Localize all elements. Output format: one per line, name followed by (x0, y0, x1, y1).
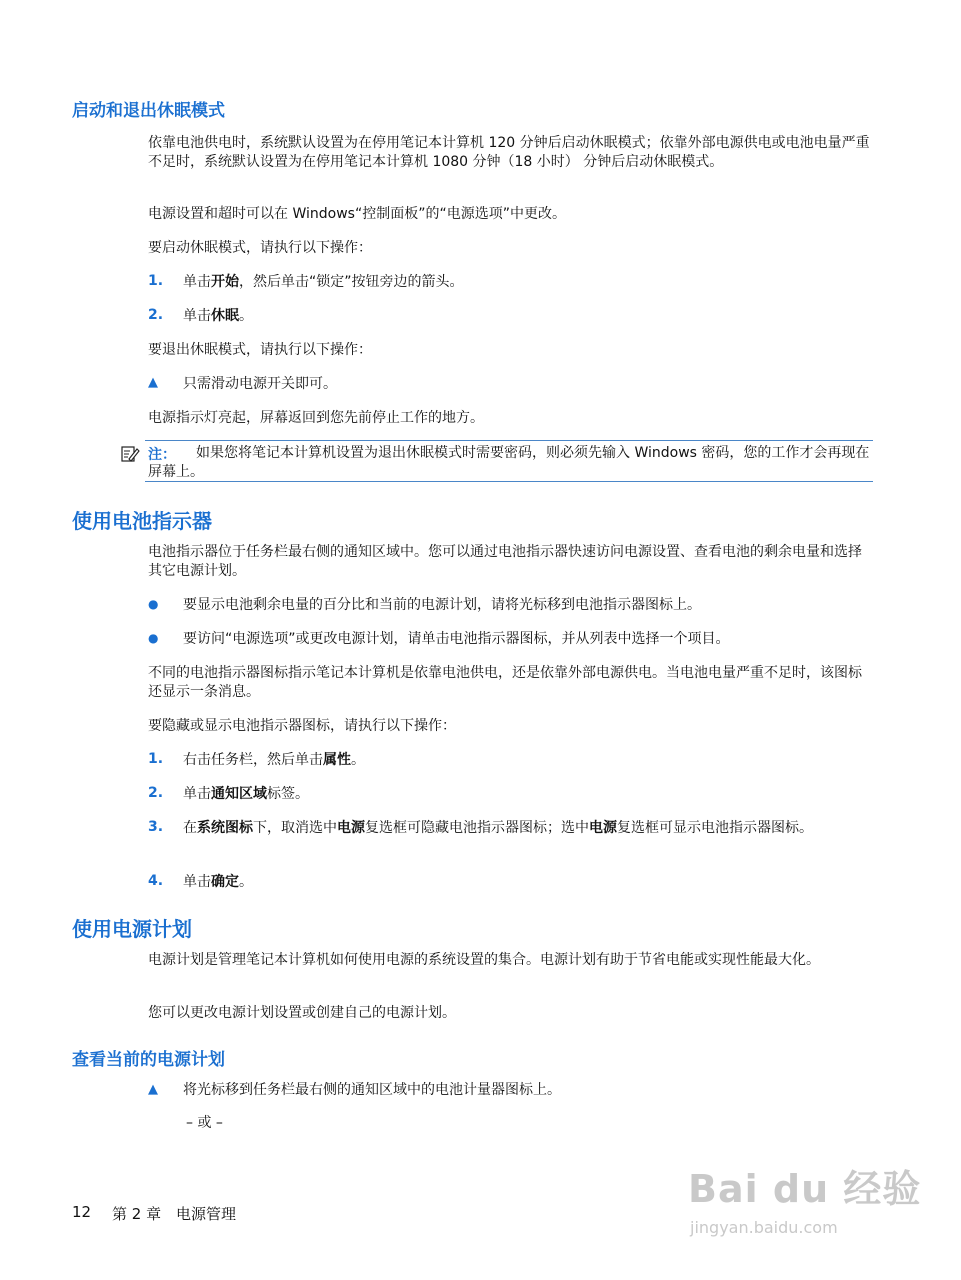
triangle-bullet-icon: ▲ (148, 375, 158, 390)
footer-chapter-title: 电源管理 (176, 1205, 237, 1223)
step-text: 单击休眠。 (183, 308, 253, 324)
baidu-watermark-url: jingyan.baidu.com (690, 1218, 838, 1237)
step-text: 单击开始，然后单击“锁定”按钮旁边的箭头。 (183, 274, 464, 290)
triangle-bullet-icon: ▲ (148, 1082, 158, 1097)
step-text: 右击任务栏，然后单击属性。 (183, 752, 365, 768)
paragraph: 不同的电池指示器图标指示笔记本计算机是依靠电池供电，还是依靠外部电源供电。当电池电量严重不足时，该图标还显示一条消息。 (148, 665, 862, 700)
step-number: 3. (148, 819, 164, 835)
list-item: 要显示电池剩余电量的百分比和当前的电源计划，请将光标移到电池指示器图标上。 (183, 597, 701, 613)
step-number: 2. (148, 307, 164, 323)
paragraph: 电源设置和超时可以在 Windows“控制面板”的“电源选项”中更改。 (148, 206, 566, 222)
section-heading-power-plans: 使用电源计划 (72, 917, 192, 941)
bullet-dot-icon: ● (148, 631, 159, 645)
section-heading-hibernation: 启动和退出休眠模式 (72, 101, 225, 121)
paragraph: 电源计划是管理笔记本计算机如何使用电源的系统设置的集合。电源计划有助于节省电能或实现性能最大化。 (148, 952, 820, 968)
paragraph: 要启动休眠模式，请执行以下操作： (148, 240, 372, 256)
paragraph: 电池指示器位于任务栏最右侧的通知区域中。您可以通过电池指示器快速访问电源设置、查看电池的剩余电量和选择其它电源计划。 (148, 544, 862, 579)
step-number: 1. (148, 751, 164, 767)
paragraph: 要退出休眠模式，请执行以下操作： (148, 342, 372, 358)
or-separator: – 或 – (186, 1115, 223, 1131)
footer-chapter: 第 2 章 (112, 1205, 162, 1223)
step-number: 1. (148, 273, 164, 289)
page-number: 12 (72, 1203, 92, 1221)
paragraph: 您可以更改电源计划设置或创建自己的电源计划。 (148, 1005, 456, 1021)
note-text: 如果您将笔记本计算机设置为退出休眠模式时需要密码，则必须先输入 Windows 密码，您的工作才会再现在屏幕上。 (148, 445, 870, 480)
note-bottom-rule (145, 481, 873, 482)
note-pencil-icon (120, 444, 140, 464)
section-heading-view-current-plan: 查看当前的电源计划 (72, 1050, 225, 1070)
paragraph: 电源指示灯亮起，屏幕返回到您先前停止工作的地方。 (148, 410, 484, 426)
step-number: 4. (148, 873, 164, 889)
list-item: 将光标移到任务栏最右侧的通知区域中的电池计量器图标上。 (183, 1082, 561, 1098)
bullet-dot-icon: ● (148, 597, 159, 611)
note-label: 注： (148, 447, 176, 463)
note-top-rule (145, 440, 873, 441)
list-item: 要访问“电源选项”或更改电源计划，请单击电池指示器图标，并从列表中选择一个项目。 (183, 631, 730, 647)
step-text: 在系统图标下，取消选中电源复选框可隐藏电池指示器图标；选中电源复选框可显示电池指示器图标。 (183, 820, 813, 836)
paragraph: 要隐藏或显示电池指示器图标，请执行以下操作： (148, 718, 456, 734)
baidu-watermark-logo: Bai du 经验 (688, 1167, 922, 1211)
step-text: 单击确定。 (183, 874, 253, 890)
section-heading-battery-meter: 使用电池指示器 (72, 509, 212, 533)
paragraph: 依靠电池供电时，系统默认设置为在停用笔记本计算机 120 分钟后启动休眠模式；依靠外部电源供电或电池电量严重不足时，系统默认设置为在停用笔记本计算机 1080 分钟（18 小时） 分钟后启动休眠模式。 (148, 135, 870, 170)
step-text: 单击通知区域标签。 (183, 786, 309, 802)
list-item: 只需滑动电源开关即可。 (183, 376, 337, 392)
step-number: 2. (148, 785, 164, 801)
